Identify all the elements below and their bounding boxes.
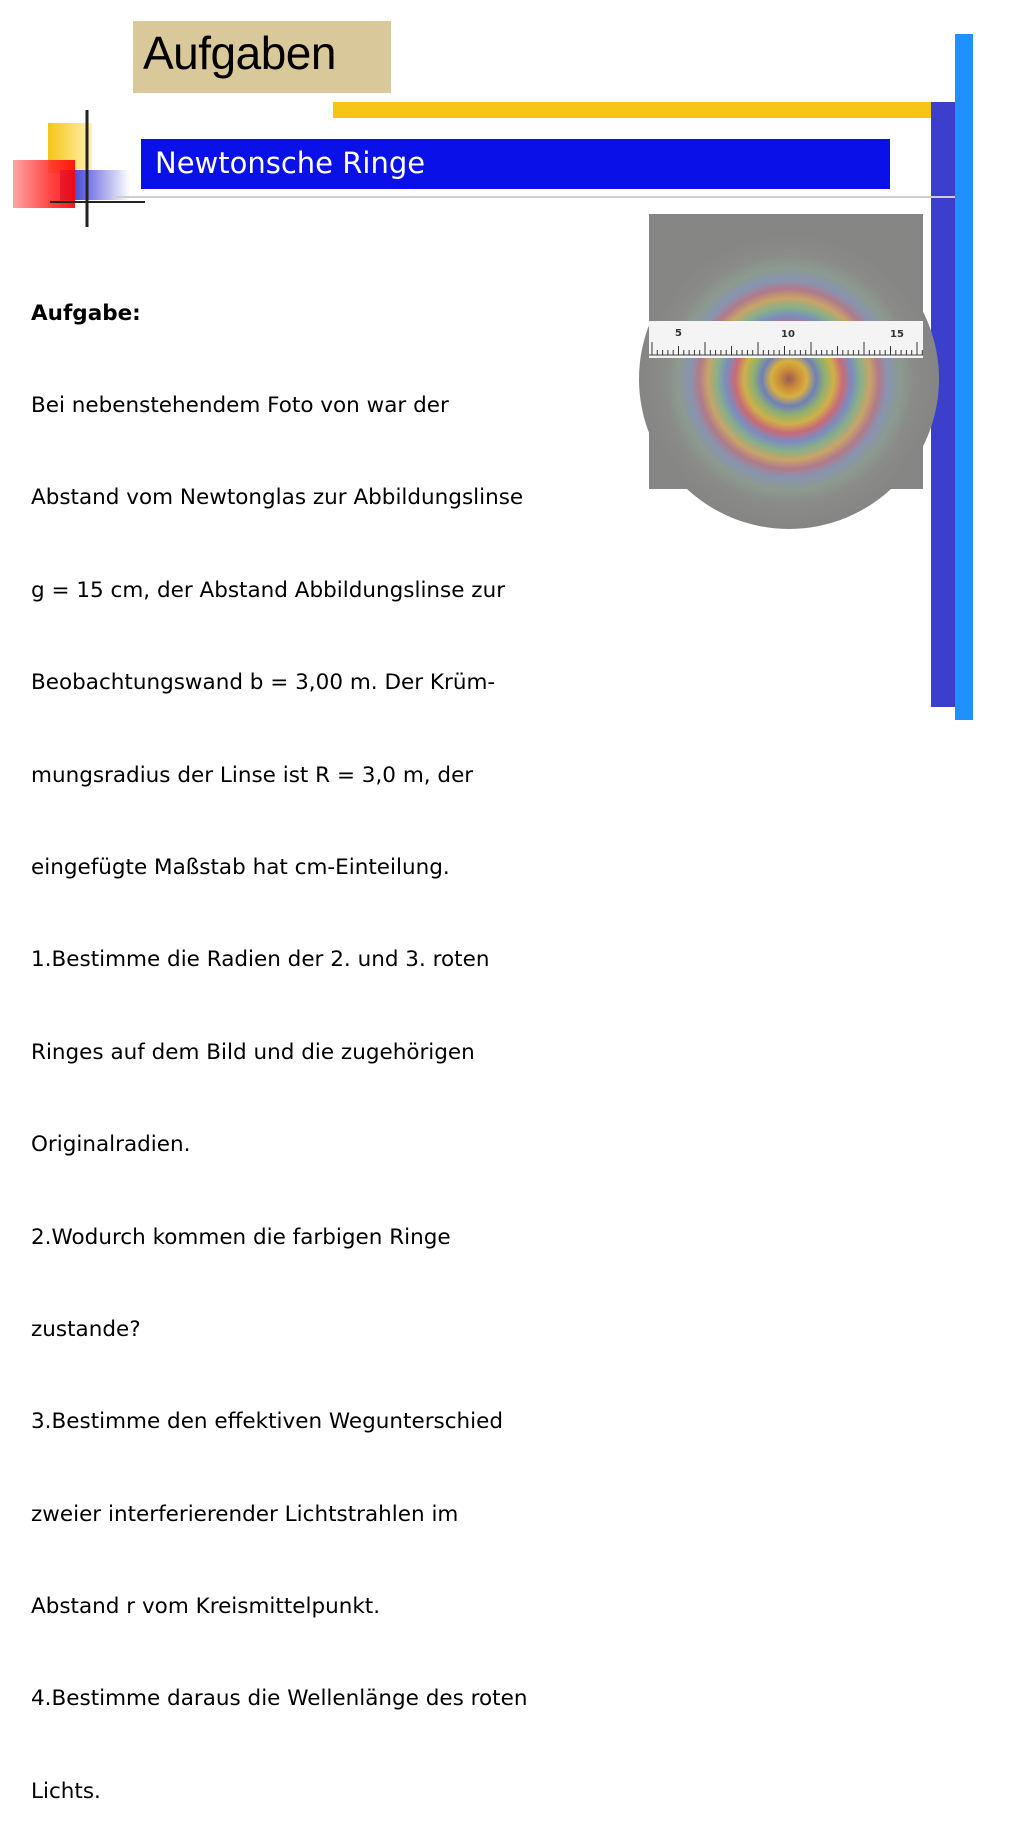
subtitle: Newtonsche Ringe xyxy=(155,146,426,180)
blue-accent-bar-light xyxy=(955,34,973,720)
task-line: 4.Bestimme daraus die Wellenlänge des roten xyxy=(31,1686,528,1712)
task-line: Lichts. xyxy=(31,1778,101,1804)
scale-label: 5 xyxy=(675,328,682,339)
task-line: Abstand vom Newtonglas zur Abbildungslinse xyxy=(31,485,524,511)
task-line: Beobachtungswand b = 3,00 m. Der Krüm- xyxy=(31,670,496,696)
task-line: Bei nebenstehendem Foto von war der xyxy=(31,392,449,418)
task-line: mungsradius der Linse ist R = 3,0 m, der xyxy=(31,762,474,788)
task-line: Originalradien. xyxy=(31,1132,191,1158)
task-line: g = 15 cm, der Abstand Abbildungslinse zur xyxy=(31,577,506,603)
task-line: zustande? xyxy=(31,1316,141,1342)
scale-label: 10 xyxy=(781,329,795,340)
yellow-accent-bar xyxy=(333,102,953,118)
page-title: Aufgaben xyxy=(143,27,336,79)
task-line: 3.Bestimme den effektiven Wegunterschied xyxy=(31,1409,504,1435)
task-heading: Aufgabe: xyxy=(31,300,141,326)
task-text xyxy=(31,237,631,1838)
task-line: zweier interferierender Lichtstrahlen im xyxy=(31,1501,459,1527)
scale-label: 15 xyxy=(890,329,904,340)
task-line: Abstand r vom Kreismittelpunkt. xyxy=(31,1594,381,1620)
task-line: Ringes auf dem Bild und die zugehörigen xyxy=(31,1039,475,1065)
divider xyxy=(115,196,955,198)
corner-decoration xyxy=(10,105,145,230)
newton-rings-photo xyxy=(649,214,923,489)
task-line: 2.Wodurch kommen die farbigen Ringe xyxy=(31,1224,451,1250)
task-line: 1.Bestimme die Radien der 2. und 3. roten xyxy=(31,947,490,973)
task-line: eingefügte Maßstab hat cm-Einteilung. xyxy=(31,854,450,880)
